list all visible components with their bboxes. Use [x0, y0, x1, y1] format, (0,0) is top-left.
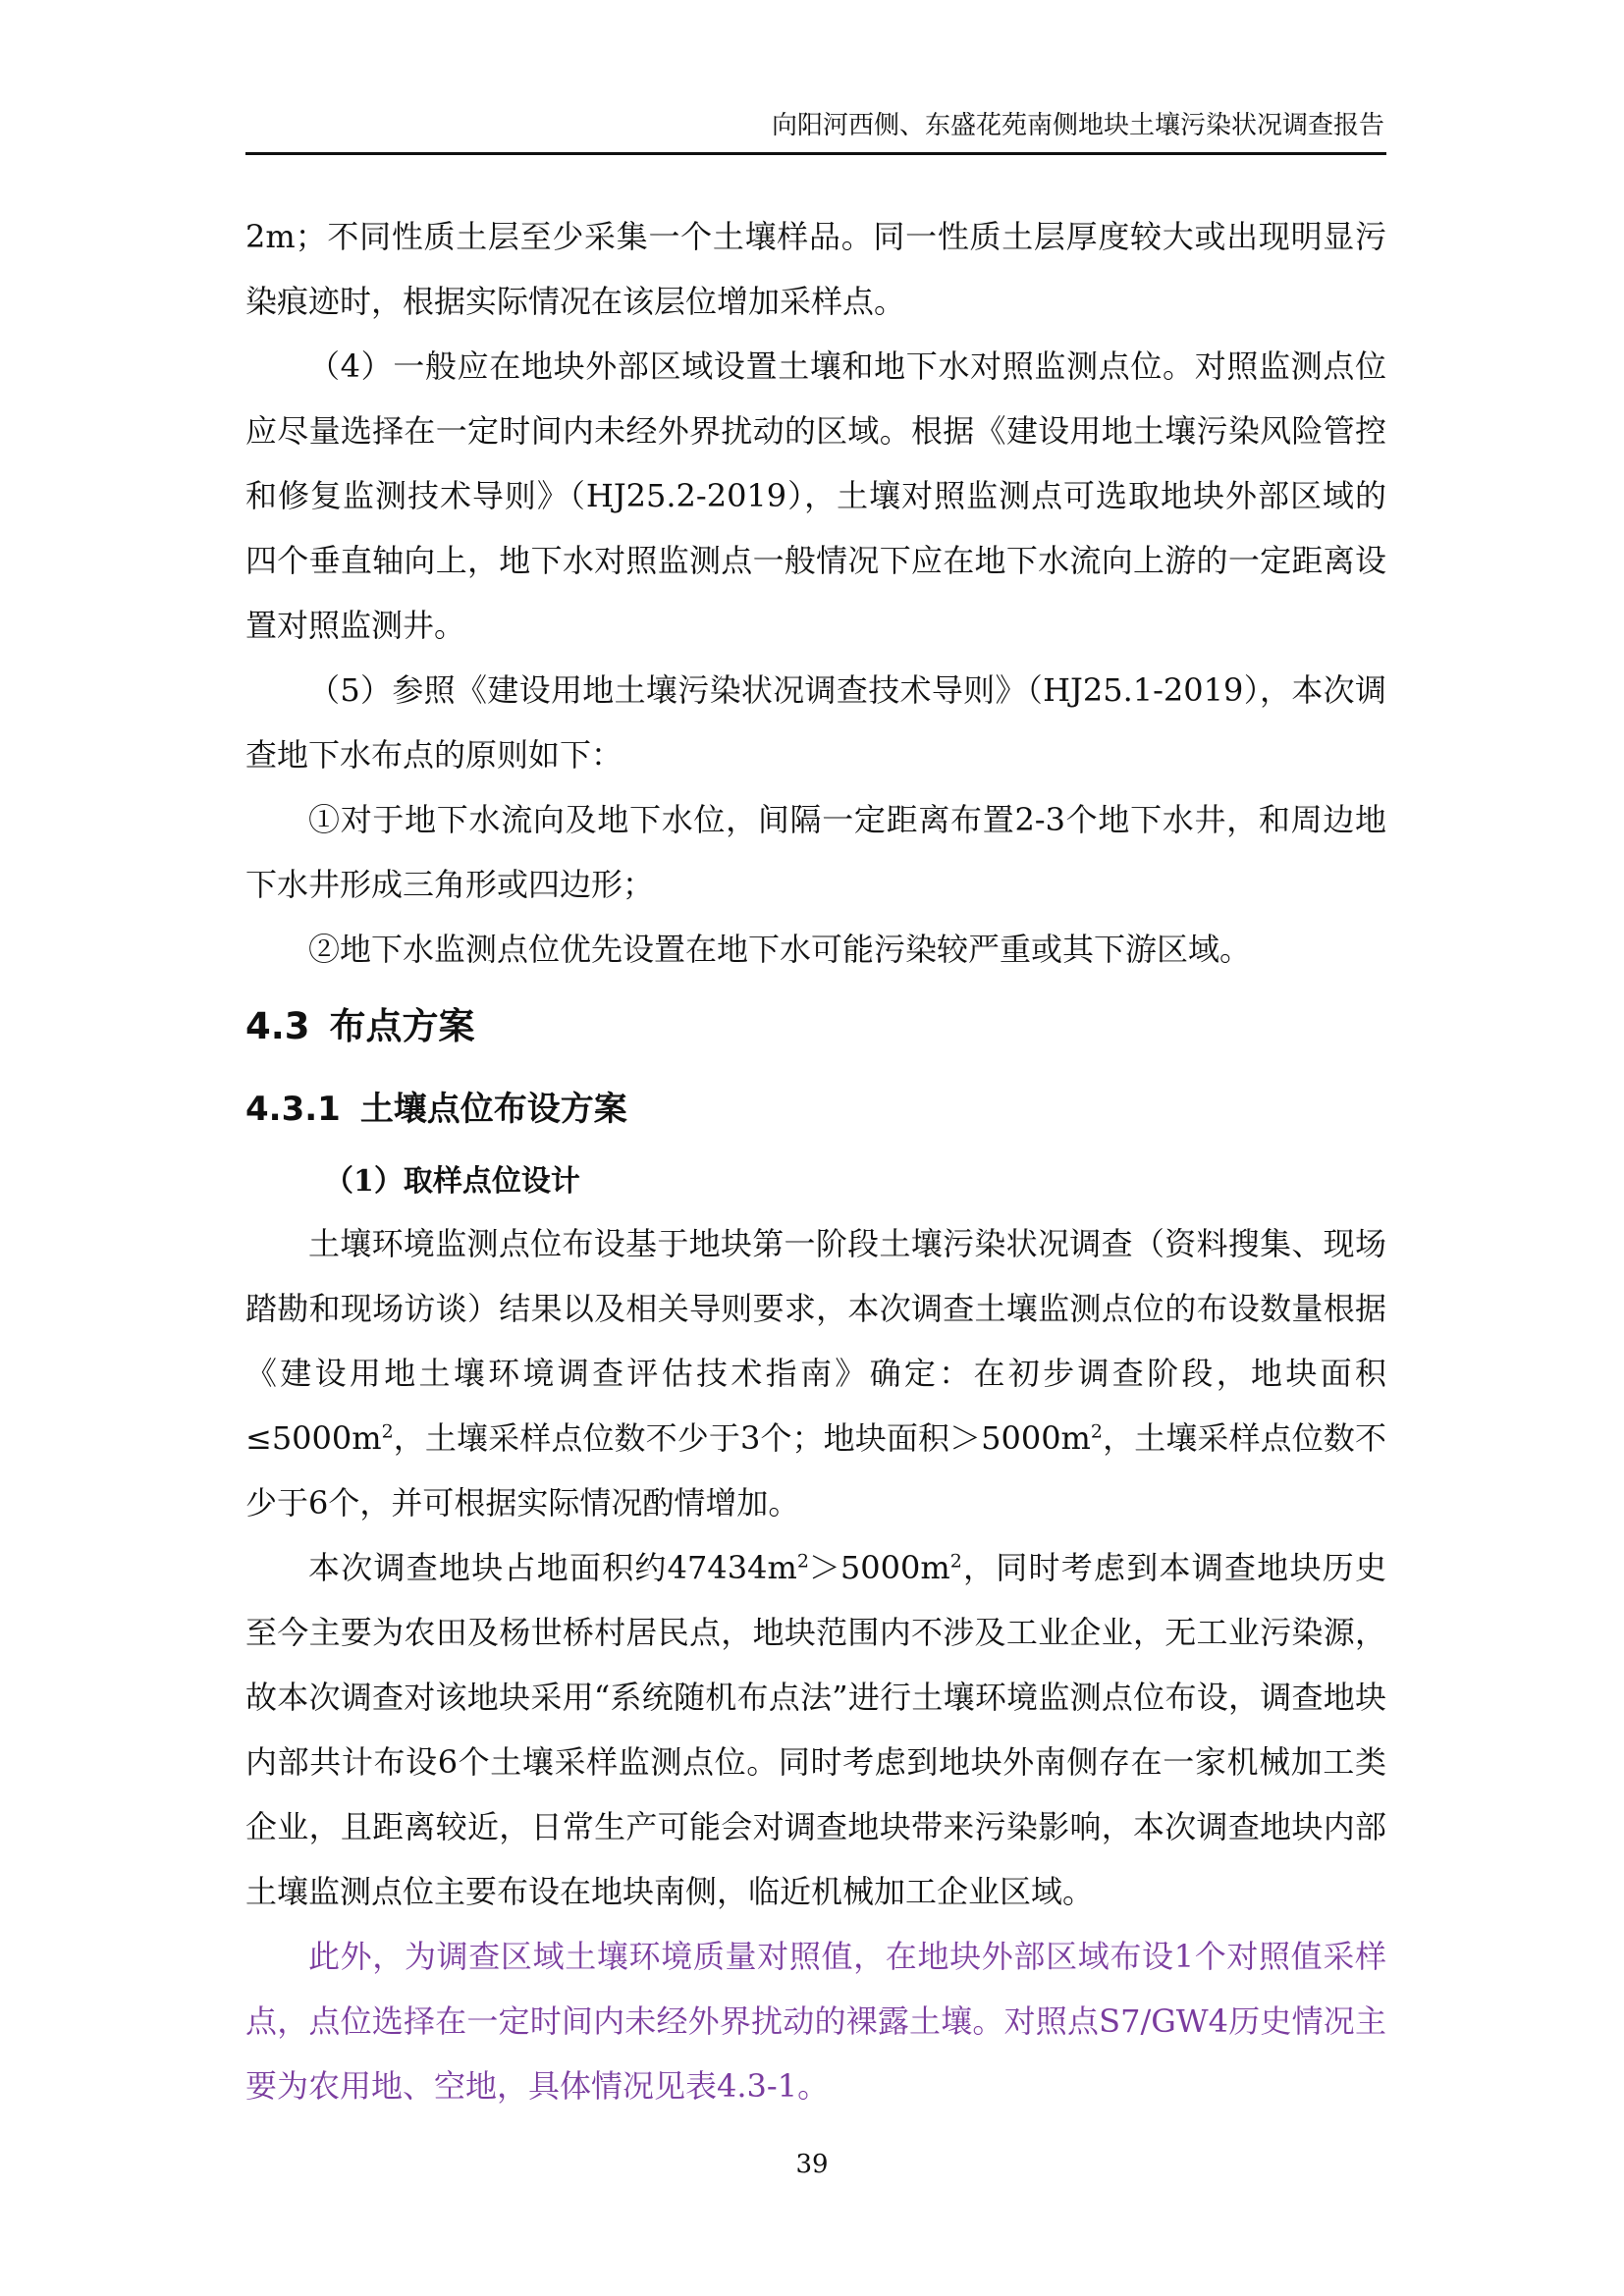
paragraph-groundwater-principle: （5）参照《建设用地土壤污染状况调查技术导则》（HJ25.1-2019），本次调查地下水布点的原则如下： [245, 671, 1386, 774]
paragraph-control-sample-highlight: 此外，为调查区域土壤环境质量对照值，在地块外部区域布设1个对照值采样点，点位选择在一定时间内未经外界扰动的裸露土壤。对照点S7/GW4历史情况主要为农用地、空地，具体情况见表4.3-1。 [245, 1938, 1386, 2105]
page-number: 39 [795, 2150, 829, 2179]
subsection-heading [245, 1086, 1386, 1147]
header-rule [245, 152, 1386, 155]
paragraph-site-layout: 本次调查地块占地面积约$47434m^2>5000m^2$，同时考虑到本调查地块历史至今主要为农田及杨世桥村居民点，地块范围内不涉及工业企业，无工业污染源，故本次调查对该地块采用“系统随机布点法”进行土壤环境监测点位布设，调查地块内部共计布设6个土壤采样监测点位。同时考虑到地块外南侧存在一家机械加工类企业，且距离较近，日常生产可能会对调查地块带来污染影响，本次调查地块内部土壤监测点位主要布设在地块南侧，临近机械加工企业区域。 [245, 1549, 1386, 1910]
section-title: 布点方案 [329, 1005, 475, 1047]
section-heading [245, 1003, 1386, 1062]
paragraph-soil-point-count: 土壤环境监测点位布设基于地块第一阶段土壤污染状况调查（资料搜集、现场踏勘和现场访谈）结果以及相关导则要求，本次调查土壤监测点位的布设数量根据《建设用地土壤环境调查评估技术指南》确定：在初步调查阶段，地块面积$\le 5000m^2$，土壤采样点位数不少于3个；地块面积$>5000m^2$，土壤采样点位数不少于6个，并可根据实际情况酌情增加。 [245, 1225, 1386, 1522]
paragraph-groundwater-item-1: ①对于地下水流向及地下水位，间隔一定距离布置2-3个地下水井，和周边地下水井形成三角形或四边形； [245, 801, 1386, 903]
paragraph-soil-layer: 2m；不同性质土层至少采集一个土壤样品。同一性质土层厚度较大或出现明显污染痕迹时，根据实际情况在该层位增加采样点。 [245, 218, 1386, 320]
subsection-number: 4.3.1 [245, 1090, 341, 1129]
page-content [245, 204, 1386, 2118]
running-header: 向阳河西侧、东盛花苑南侧地块土壤污染状况调查报告 [771, 111, 1384, 140]
subsection-title: 土壤点位布设方案 [359, 1090, 627, 1129]
paragraph-control-points: （4）一般应在地块外部区域设置土壤和地下水对照监测点位。对照监测点位应尽量选择在一定时间内未经外界扰动的区域。根据《建设用地土壤污染风险管控和修复监测技术导则》（HJ25.2-2019），土壤对照监测点可选取地块外部区域的四个垂直轴向上，地下水对照监测点一般情况下应在地下水流向上游的一定距离设置对照监测井。 [245, 347, 1386, 644]
subsubsection-heading: （1）取样点位设计 [324, 1164, 580, 1199]
section-number: 4.3 [245, 1005, 310, 1047]
paragraph-groundwater-item-2: ②地下水监测点位优先设置在地下水可能污染较严重或其下游区域。 [308, 931, 1252, 968]
